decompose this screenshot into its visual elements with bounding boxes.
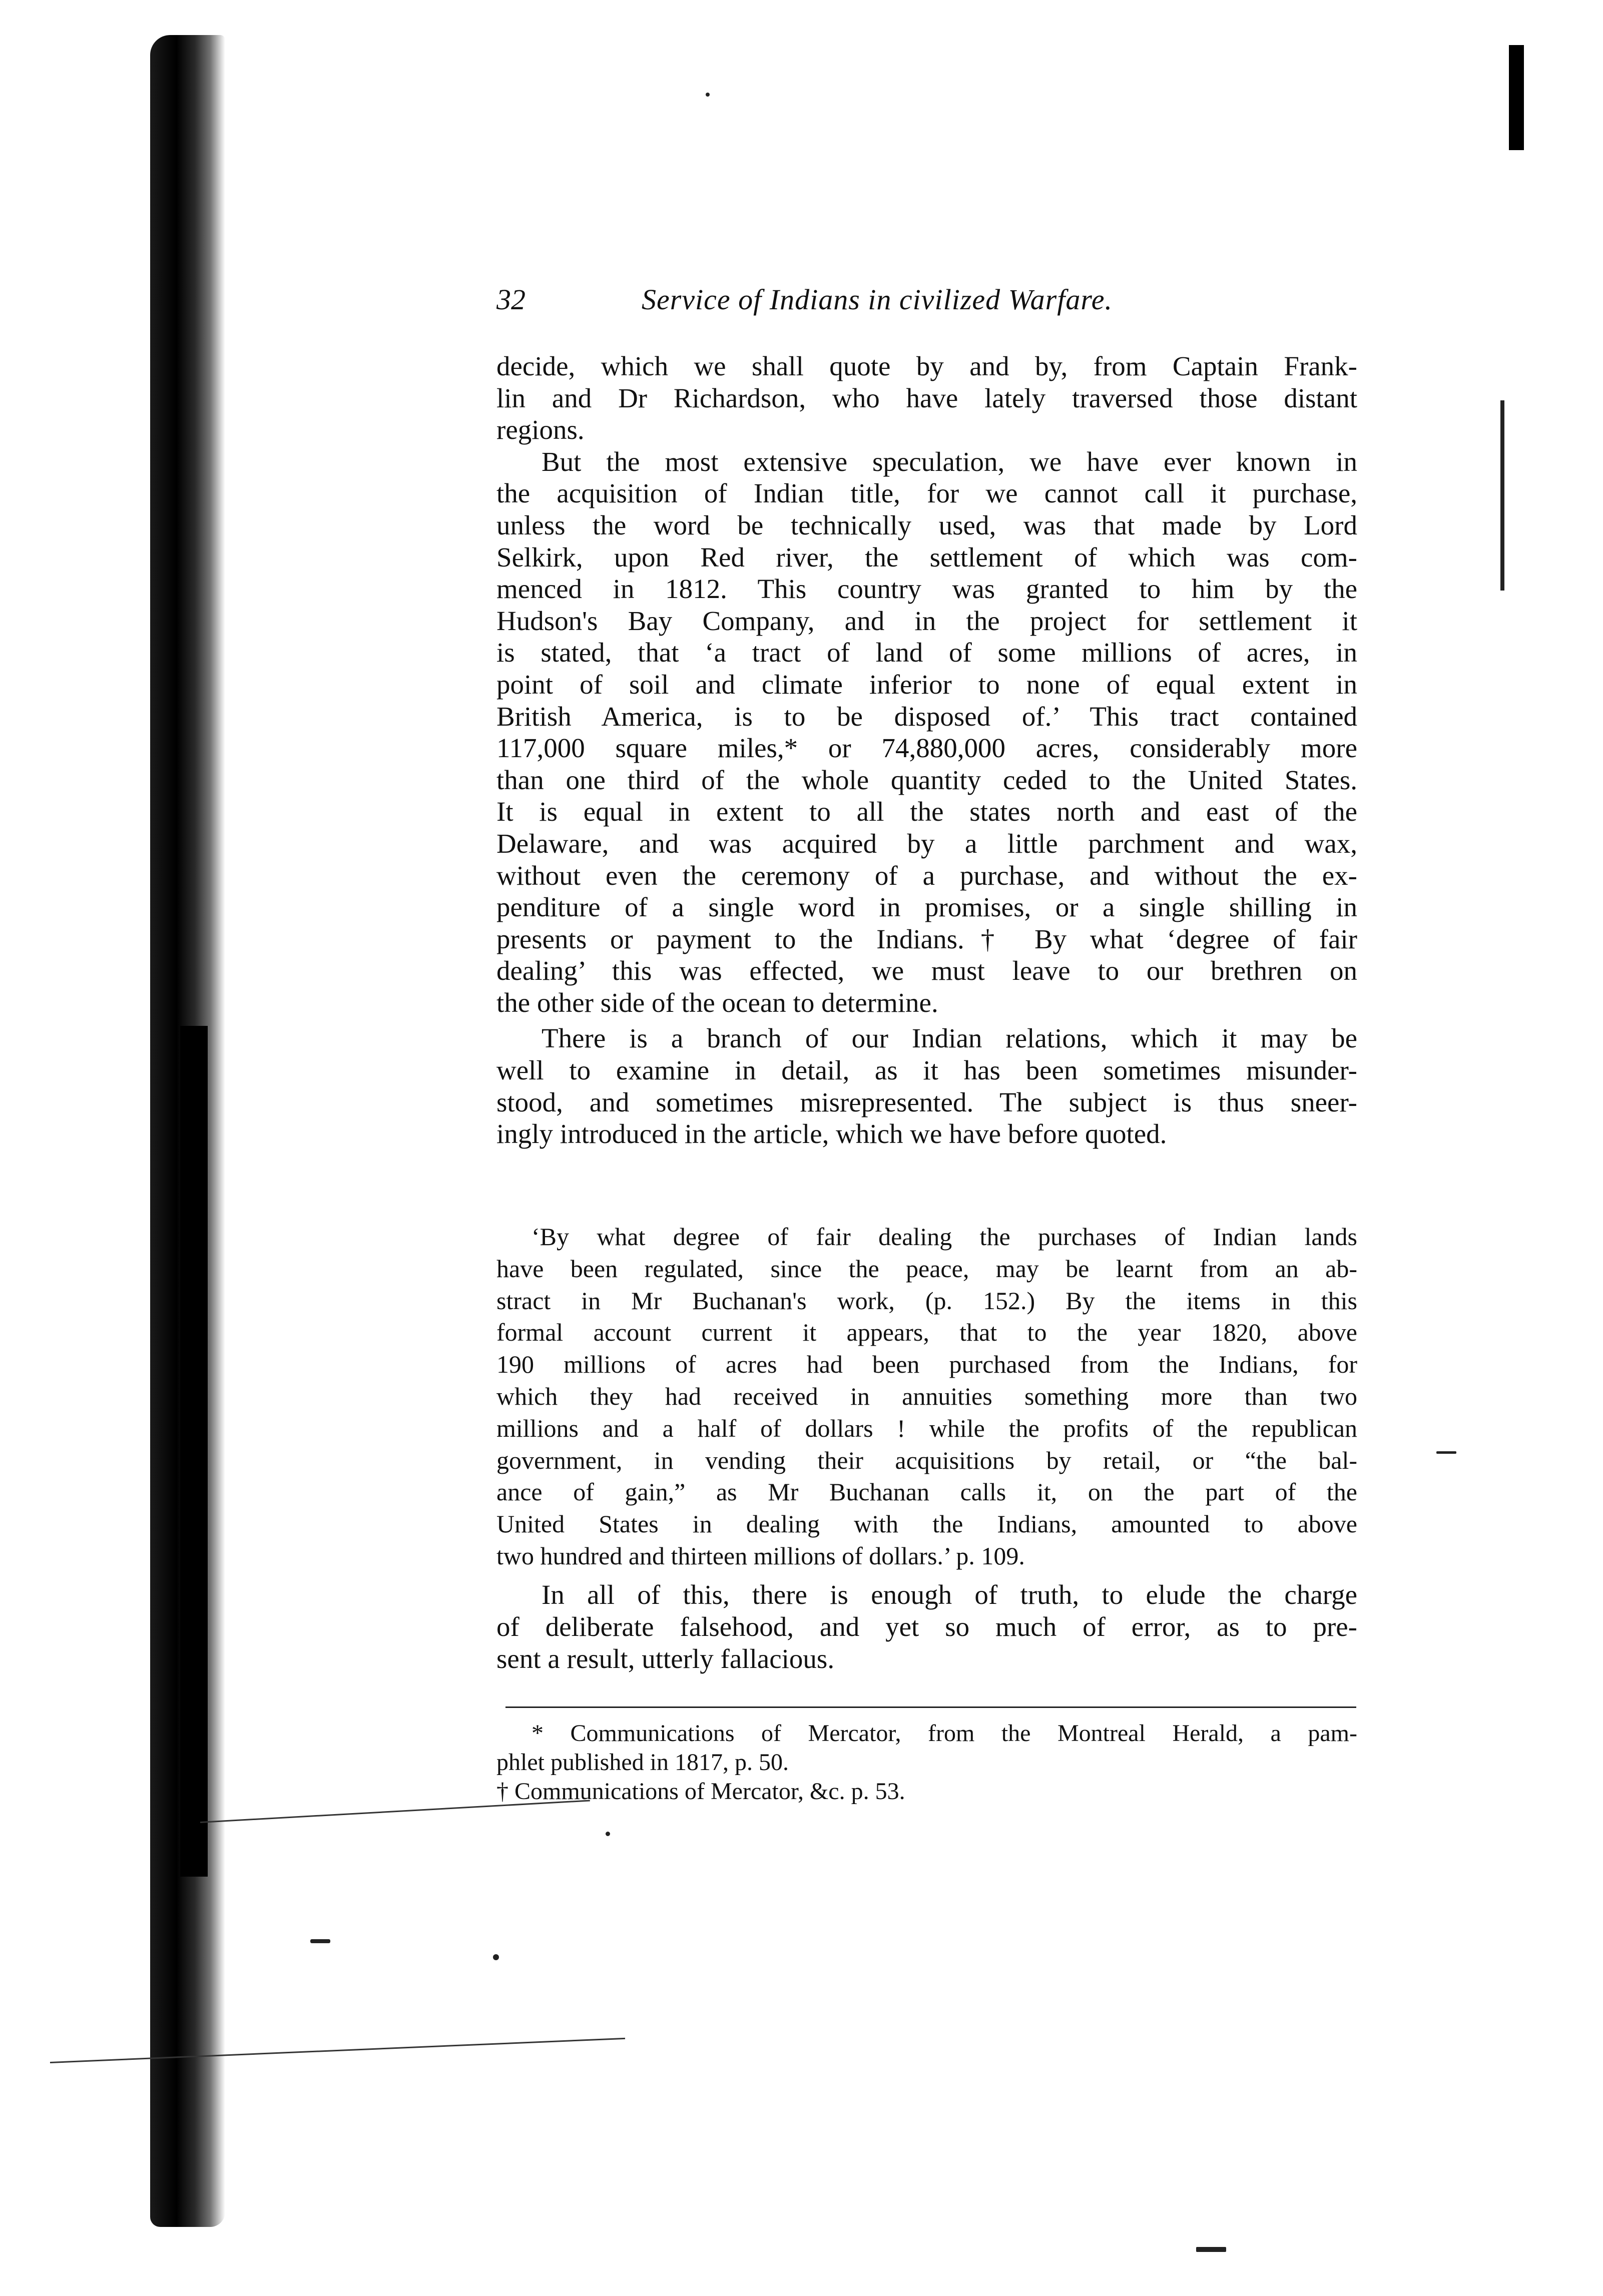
edge-line (1500, 400, 1504, 591)
quote-line: ance of gain,” as Mr Buchanan calls it, on the part of the (496, 1478, 1357, 1506)
closing-paragraph (496, 1579, 1357, 1675)
text-line: point of soil and climate inferior to none of equal extent in (496, 669, 1357, 700)
quote-line: which they had received in annuities something more than two (496, 1382, 1357, 1410)
edge-mark (1509, 45, 1524, 150)
text-line: In all of this, there is enough of truth, to elude the charge (542, 1579, 1357, 1610)
speck (1196, 2247, 1226, 2252)
text-line: Hudson's Bay Company, and in the project for settlement it (496, 605, 1357, 636)
paragraph-1 (496, 350, 1357, 446)
quote-line: two hundred and thirteen millions of dollars.’ p. 109. (496, 1541, 1025, 1570)
scan-line (50, 2038, 625, 2063)
text-line: lin and Dr Richardson, who have lately traversed those distant (496, 382, 1357, 413)
text-line: the acquisition of Indian title, for we cannot call it purchase, (496, 478, 1357, 509)
speck (310, 1939, 330, 1943)
speck (606, 1832, 610, 1836)
quote-line: 190 millions of acres had been purchased from the Indians, for (496, 1350, 1357, 1379)
paragraph-3 (496, 1022, 1357, 1150)
text-line: There is a branch of our Indian relations, which it may be (542, 1023, 1357, 1054)
running-title: Service of Indians in civilized Warfare. (642, 283, 1113, 316)
text-line: well to examine in detail, as it has been sometimes misunder- (496, 1055, 1357, 1086)
body-text (496, 350, 1357, 1150)
footnote-line: † Communications of Mercator, &c. p. 53. (496, 1778, 905, 1805)
text-line: 117,000 square miles,* or 74,880,000 acres, considerably more (496, 733, 1357, 764)
text-line: penditure of a single word in promises, or a single shilling in (496, 892, 1357, 923)
text-line: Delaware, and was acquired by a little parchment and wax, (496, 828, 1357, 859)
text-line: without even the ceremony of a purchase, and without the ex- (496, 860, 1357, 891)
paragraph-2 (496, 446, 1357, 1019)
page-number: 32 (496, 283, 525, 316)
text-line: decide, which we shall quote by and by, from Captain Frank- (496, 351, 1357, 381)
quote-line: stract in Mr Buchanan's work, (p. 152.) By the items in this (496, 1286, 1357, 1315)
text-line: the other side of the ocean to determine. (496, 987, 938, 1018)
footnotes (496, 1719, 1357, 1806)
text-line: Selkirk, upon Red river, the settlement of which was com- (496, 541, 1357, 572)
text-line: stood, and sometimes misrepresented. The subject is thus sneer- (496, 1086, 1357, 1117)
quote-line: government, in vending their acquisitions by retail, or “the bal- (496, 1446, 1357, 1474)
text-line: British America, is to be disposed of.’ This tract contained (496, 701, 1357, 732)
quote-line: have been regulated, since the peace, may be learnt from an ab- (496, 1254, 1357, 1283)
footnote-line: * Communications of Mercator, from the Montreal Herald, a pam- (531, 1720, 1357, 1747)
text-line: But the most extensive speculation, we have ever known in (542, 446, 1357, 477)
text-line: dealing’ this was effected, we must leave to our brethren on (496, 955, 1357, 986)
speck (493, 1954, 499, 1960)
text-line: sent a result, utterly fallacious. (496, 1643, 835, 1674)
quote-line: formal account current it appears, that to the year 1820, above (496, 1318, 1357, 1347)
running-header (496, 283, 1357, 323)
speck (1436, 1451, 1456, 1454)
block-quote (496, 1221, 1357, 1572)
quote-line: millions and a half of dollars ! while the profits of the republican (496, 1414, 1357, 1442)
text-line: It is equal in extent to all the states north and east of the (496, 796, 1357, 827)
quote-line: ‘By what degree of fair dealing the purchases of Indian lands (531, 1223, 1357, 1251)
quote-line: United States in dealing with the Indians, amounted to above (496, 1510, 1357, 1538)
text-line: regions. (496, 414, 585, 445)
text-line: is stated, that ‘a tract of land of some millions of acres, in (496, 637, 1357, 668)
text-line: than one third of the whole quantity ceded to the United States. (496, 764, 1357, 795)
text-line: ingly introduced in the article, which we have before quoted. (496, 1118, 1167, 1150)
footnote-line: phlet published in 1817, p. 50. (496, 1749, 789, 1776)
text-line: menced in 1812. This country was granted to him by the (496, 573, 1357, 605)
text-line: unless the word be technically used, was that made by Lord (496, 509, 1357, 540)
binding-shadow-dark (180, 1026, 208, 1877)
speck (706, 93, 710, 97)
text-line: presents or payment to the Indians.† By what ‘degree of fair (496, 923, 1357, 954)
text-line: of deliberate falsehood, and yet so much of error, as to pre- (496, 1611, 1357, 1642)
footnote-rule (505, 1706, 1356, 1708)
